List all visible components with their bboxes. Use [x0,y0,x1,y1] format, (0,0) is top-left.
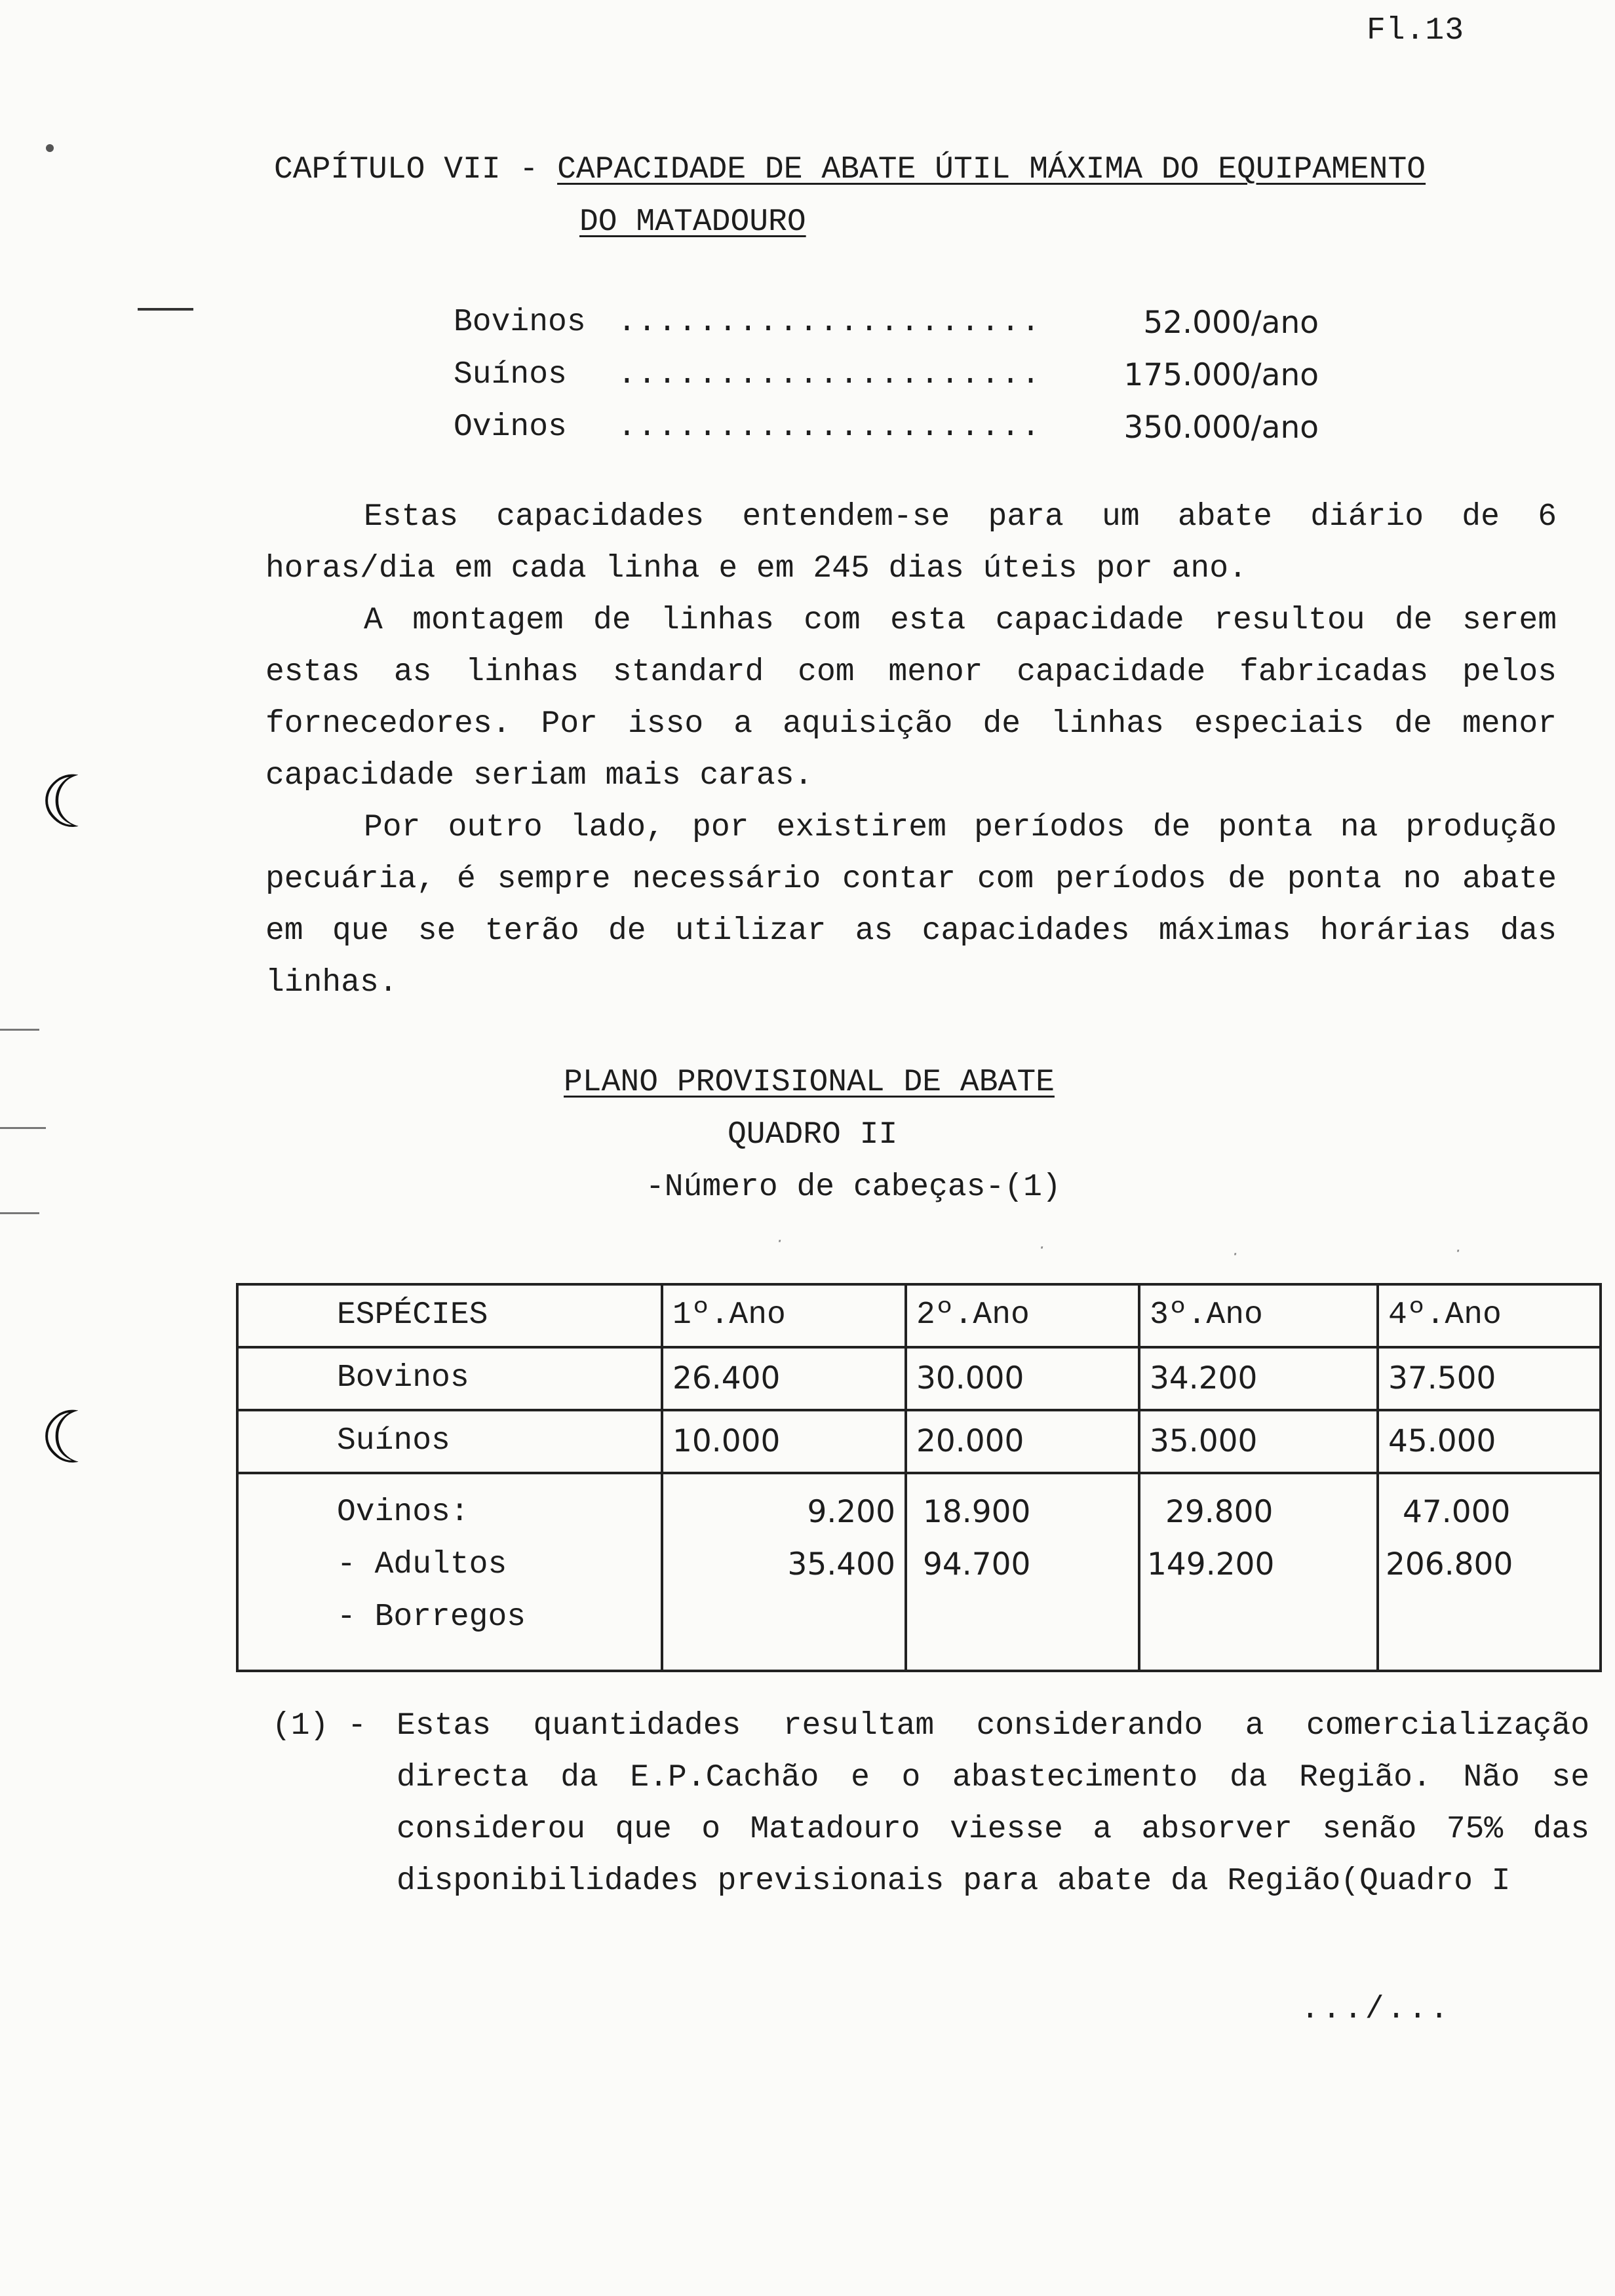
leader-dots: ..................... [617,410,1041,445]
chapter-title-continued: DO MATADOURO [579,204,806,240]
species-cell [237,1473,662,1671]
value-cell: 45.000 [1378,1410,1601,1473]
plan-subtitle: QUADRO II [728,1117,898,1153]
value-cell [1378,1473,1601,1671]
scan-edge-mark: ☾ [39,760,104,844]
value-cell: 30.000 [906,1347,1139,1410]
footnote-mark: (1) - [272,1708,367,1744]
capacity-row [454,305,1319,344]
adultos-value: 18.900 [923,1494,1031,1530]
value-cell: 20.000 [906,1410,1139,1473]
continuation-mark: .../... [1300,1992,1451,2027]
plan-unit: -Número de cabeças-(1) [646,1170,1061,1205]
scan-edge-mark [0,1029,39,1031]
header-cell: 2º.Ano [906,1284,1139,1347]
body-text [265,491,1557,1009]
borregos-value: 206.800 [1386,1546,1513,1582]
table-row [237,1473,1601,1671]
table-row [237,1347,1601,1410]
capacity-row [454,410,1319,449]
pencil-annotation: · [1232,1245,1238,1265]
pencil-annotation: · [1455,1242,1461,1261]
scan-edge-mark [0,1127,46,1129]
scan-edge-mark [138,308,193,311]
header-cell: 3º.Ano [1139,1284,1378,1347]
value-cell: 34.200 [1139,1347,1378,1410]
capacity-species: Suínos [454,357,567,392]
scan-edge-mark [0,1212,39,1214]
chapter-title: CAPACIDADE DE ABATE ÚTIL MÁXIMA DO EQUIPAMENTO [557,152,1426,187]
borregos-value: 149.200 [1147,1546,1275,1582]
table-row [237,1410,1601,1473]
header-cell: 1º.Ano [662,1284,906,1347]
capacity-species: Ovinos [454,410,567,445]
chapter-prefix: CAPÍTULO VII - [274,152,558,187]
plan-title: PLANO PROVISIONAL DE ABATE [564,1065,1055,1100]
scan-speck [46,144,54,152]
adultos-value: 47.000 [1403,1494,1511,1530]
paragraph: Estas capacidades entendem-se para um abate diário de 6 horas/dia em cada linha e em 245 dias úteis por ano. [265,499,1557,586]
value-cell: 10.000 [662,1410,906,1473]
paragraph: A montagem de linhas com esta capacidade resultou de serem estas as linhas standard com menor capacidade fabricadas pelos fornecedores. Por isso a aquisição de linhas especiais de menor capacidade seriam mais caras. [265,603,1557,794]
leader-dots: ..................... [617,305,1041,340]
footnote-text: Estas quantidades resultam considerando a comercialização directa da E.P.Cachão e o abastecimento da Região. Não se considerou que o Matadouro viesse a absorver senão 75% das disponibilidades previsionais para abate da Região(Quadro I [397,1708,1589,1899]
header-cell: 4º.Ano [1378,1284,1601,1347]
subspecies-label: - Adultos [337,1547,507,1582]
species-label: Ovinos: [337,1495,469,1530]
value-cell [662,1473,906,1671]
paragraph: Por outro lado, por existirem períodos de ponta na produção pecuária, é sempre necessário contar com períodos de ponta no abate em que se terão de utilizar as capacidades máximas horárias das linhas. [265,810,1557,1001]
table-header-row [237,1284,1601,1347]
capacity-value: 52.000/ano [1143,305,1319,341]
value-cell: 37.500 [1378,1347,1601,1410]
value-cell: 26.400 [662,1347,906,1410]
header-cell: ESPÉCIES [237,1284,662,1347]
adultos-value: 29.800 [1165,1494,1274,1530]
pencil-annotation: · [777,1232,783,1252]
pencil-annotation: · [1039,1238,1045,1258]
chapter-heading [274,152,1426,187]
adultos-value: 9.200 [807,1494,895,1530]
value-cell: 35.000 [1139,1410,1378,1473]
folio-number: Fl.13 [1366,13,1464,48]
leader-dots: ..................... [617,357,1041,392]
capacity-value: 350.000/ano [1123,410,1319,446]
capacity-row [454,357,1319,396]
subspecies-label: - Borregos [337,1599,526,1635]
borregos-value: 94.700 [923,1546,1031,1582]
borregos-value: 35.400 [787,1546,895,1582]
value-cell [906,1473,1139,1671]
species-cell: Bovinos [237,1347,662,1410]
scan-edge-mark: ☾ [39,1396,104,1480]
slaughter-plan-table [236,1283,1602,1672]
value-cell [1139,1473,1378,1671]
capacity-species: Bovinos [454,305,586,340]
capacity-value: 175.000/ano [1123,357,1319,393]
species-cell: Suínos [237,1410,662,1473]
